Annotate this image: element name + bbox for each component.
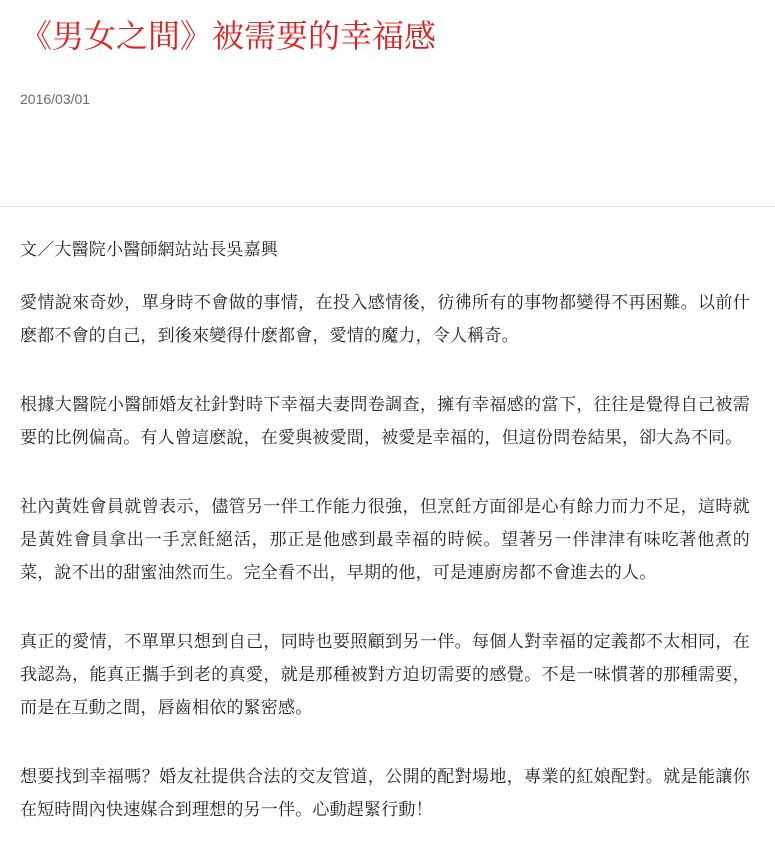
post-date: 2016/03/01 [20, 91, 91, 107]
article-paragraph: 愛情說來奇妙，單身時不會做的事情，在投入感情後，彷彿所有的事物都變得不再困難。以前什麽都不會的自己，到後來變得什麽都會，愛情的魔力，令人稱奇。 [20, 293, 750, 346]
article-paragraph: 想要找到幸福嗎？婚友社提供合法的交友管道，公開的配對場地，專業的紅娘配對。就是能讓你在短時間內快速媒合到理想的另一伴。心動趕緊行動！ [20, 767, 750, 820]
article-byline: 文／大醫院小醫師網站站長吳嘉興 [20, 240, 278, 260]
post-header [0, 0, 775, 207]
article-paragraph: 真正的愛情，不單單只想到自己，同時也要照顧到另一伴。每個人對幸福的定義都不太相同，在我認為，能真正攜手到老的真愛，就是那種被對方迫切需要的感覺。不是一味慣著的那種需要，而是在互動之間，唇齒相依的緊密感。 [20, 632, 750, 718]
post-title: 《男女之間》被需要的幸福感 [20, 17, 437, 55]
article-body [20, 234, 750, 863]
article-paragraph: 根據大醫院小醫師婚友社針對時下幸福夫妻問卷調查，擁有幸福感的當下，往往是覺得自己被需要的比例偏高。有人曾這麽說，在愛與被愛間，被愛是幸福的，但這份問卷結果，卻大為不同。 [20, 395, 750, 448]
article-paragraph: 社內黃姓會員就曾表示，儘管另一伴工作能力很強，但烹飪方面卻是心有餘力而力不足，這時就是黃姓會員拿出一手烹飪絕活，那正是他感到最幸福的時候。望著另一伴津津有味吃著他煮的菜，說不出的甜蜜油然而生。完全看不出，早期的他，可是連廚房都不會進去的人。 [20, 497, 750, 583]
